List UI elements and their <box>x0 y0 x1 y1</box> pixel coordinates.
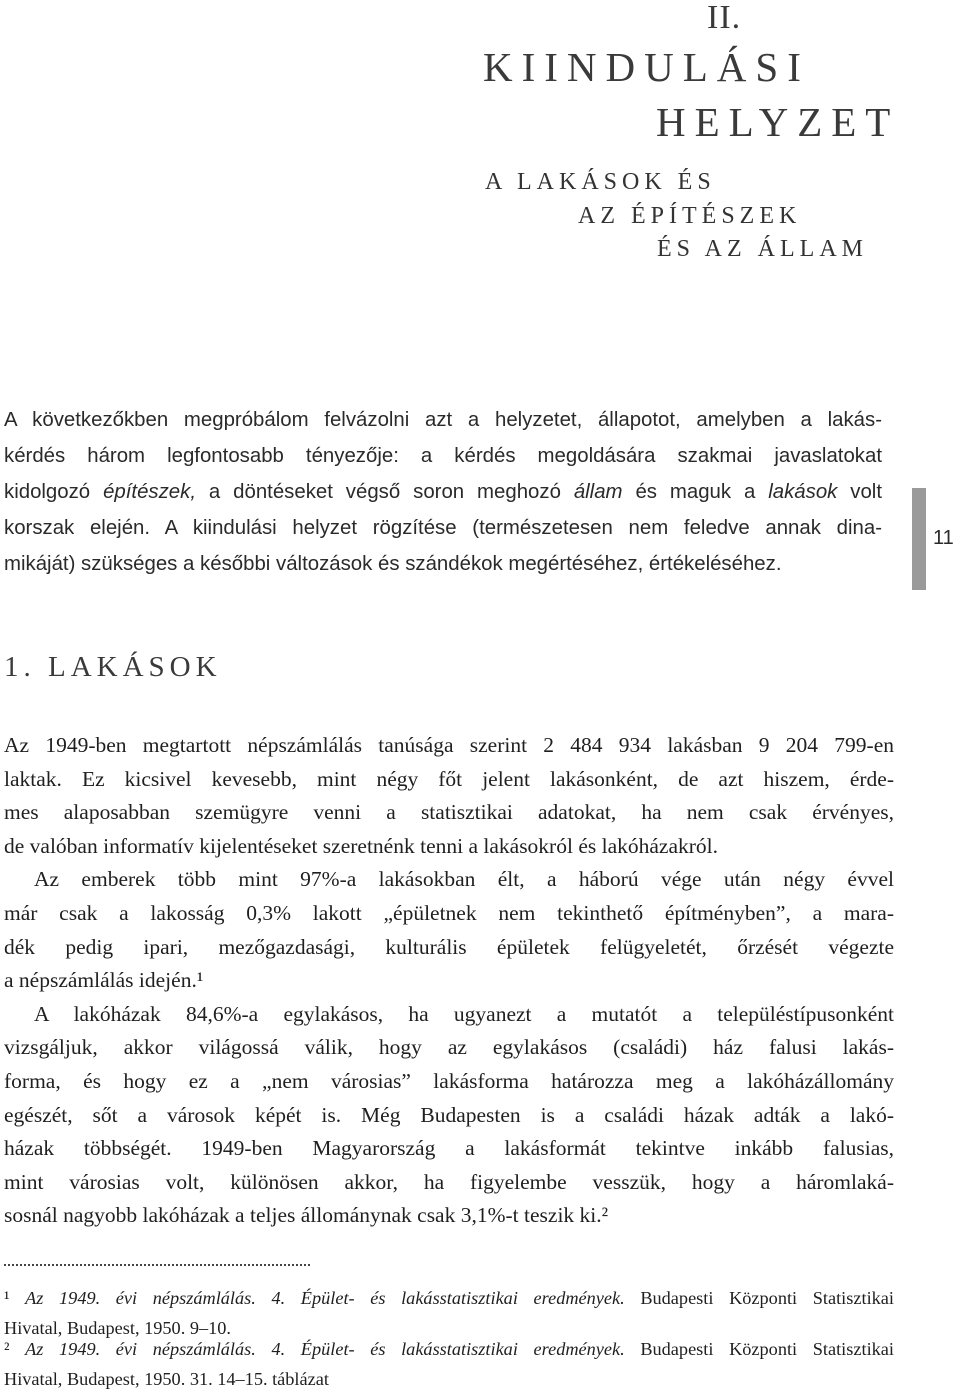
intro-line: A következőkben megpróbálom felvázolni azt a helyzetet, állapotot, amelyben a lakás- <box>4 409 882 431</box>
footnote-line: ¹ Az 1949. évi népszámlálás. 4. Épület- és lakásstatisztikai eredmények. Budapesti Központi Statisztikai <box>4 1288 894 1308</box>
footnote-separator <box>4 1264 310 1266</box>
body-line: dék pedig ipari, mezőgazdasági, kulturális épületek felügyeletét, őrzését végezte <box>4 934 894 959</box>
body-line: a népszámlálás idején.¹ <box>4 968 204 993</box>
page-edge-tab <box>912 488 926 590</box>
intro-line: kidolgozó építészek, a döntéseket végső soron meghozó állam és maguk a lakások volt <box>4 481 882 503</box>
body-line: laktak. Ez kicsivel kevesebb, mint négy főt jelent lakásonként, de azt hiszem, érde- <box>4 766 894 791</box>
intro-line: mikáját) szükséges a későbbi változások és szándékok megértéséhez, értékeléséhez. <box>4 553 782 575</box>
chapter-title-line-2: HELYZET <box>656 99 900 145</box>
body-line: de valóban informatív kijelentéseket szeretnénk tenni a lakásokról és lakóházakról. <box>4 833 719 858</box>
body-line: egészét, sőt a városok képét is. Még Budapesten is a családi házak adták a lakó- <box>4 1102 894 1127</box>
section-heading: 1. LAKÁSOK <box>4 651 222 683</box>
chapter-title-line-1: KIINDULÁSI <box>483 44 810 90</box>
body-line: Az emberek több mint 97%-a lakásokban élt, a háború vége után négy évvel <box>34 867 894 892</box>
body-line: sosnál nagyobb lakóházak a teljes állománynak csak 3,1%-t teszik ki.² <box>4 1203 609 1228</box>
chapter-subtitle-line-2: AZ ÉPÍTÉSZEK <box>578 203 802 229</box>
body-line: forma, és hogy ez a „nem városias” lakásforma határozza meg a lakóházállomány <box>4 1068 894 1093</box>
body-line: már csak a lakosság 0,3% lakott „épületnek nem tekinthető építményben”, a mara- <box>4 900 894 925</box>
body-line: Az 1949-ben megtartott népszámlálás tanúsága szerint 2 484 934 lakásban 9 204 799-en <box>4 733 894 757</box>
footnote-line: Hivatal, Budapest, 1950. 31. 14–15. táblázat <box>4 1369 329 1389</box>
body-line: vizsgáljuk, akkor világossá válik, hogy az egylakásos (családi) ház falusi lakás- <box>4 1035 894 1060</box>
page-number: 11 <box>933 527 954 549</box>
body-text <box>4 729 894 1233</box>
intro-line: korszak elején. A kiindulási helyzet rögzítése (természetesen nem feledve annak dina- <box>4 517 882 539</box>
body-line: mint városias volt, különösen akkor, ha figyelembe vesszük, hogy a háromlaká- <box>4 1169 894 1194</box>
chapter-subtitle-line-1: A LAKÁSOK ÉS <box>485 169 716 195</box>
footnote-line: ² Az 1949. évi népszámlálás. 4. Épület- és lakásstatisztikai eredmények. Budapesti Központi Statisztikai <box>4 1339 894 1359</box>
body-line: A lakóházak 84,6%-a egylakásos, ha ugyanezt a mutatót a településtípusonként <box>34 1001 894 1026</box>
footnote-2 <box>4 1334 894 1394</box>
intro-line: kérdés három legfontosabb tényezője: a kérdés megoldására szakmai javaslatokat <box>4 445 882 467</box>
intro-paragraph <box>4 402 882 582</box>
body-line: házak többségét. 1949-ben Magyarország a lakásformát tekintve inkább falusias, <box>4 1136 894 1161</box>
chapter-number: II. <box>707 0 742 36</box>
body-line: mes alaposabban szemügyre venni a statisztikai adatokat, ha nem csak érvényes, <box>4 800 894 825</box>
chapter-subtitle-line-3: ÉS AZ ÁLLAM <box>657 236 868 262</box>
footnote-line: Hivatal, Budapest, 1950. 9–10. <box>4 1318 231 1338</box>
